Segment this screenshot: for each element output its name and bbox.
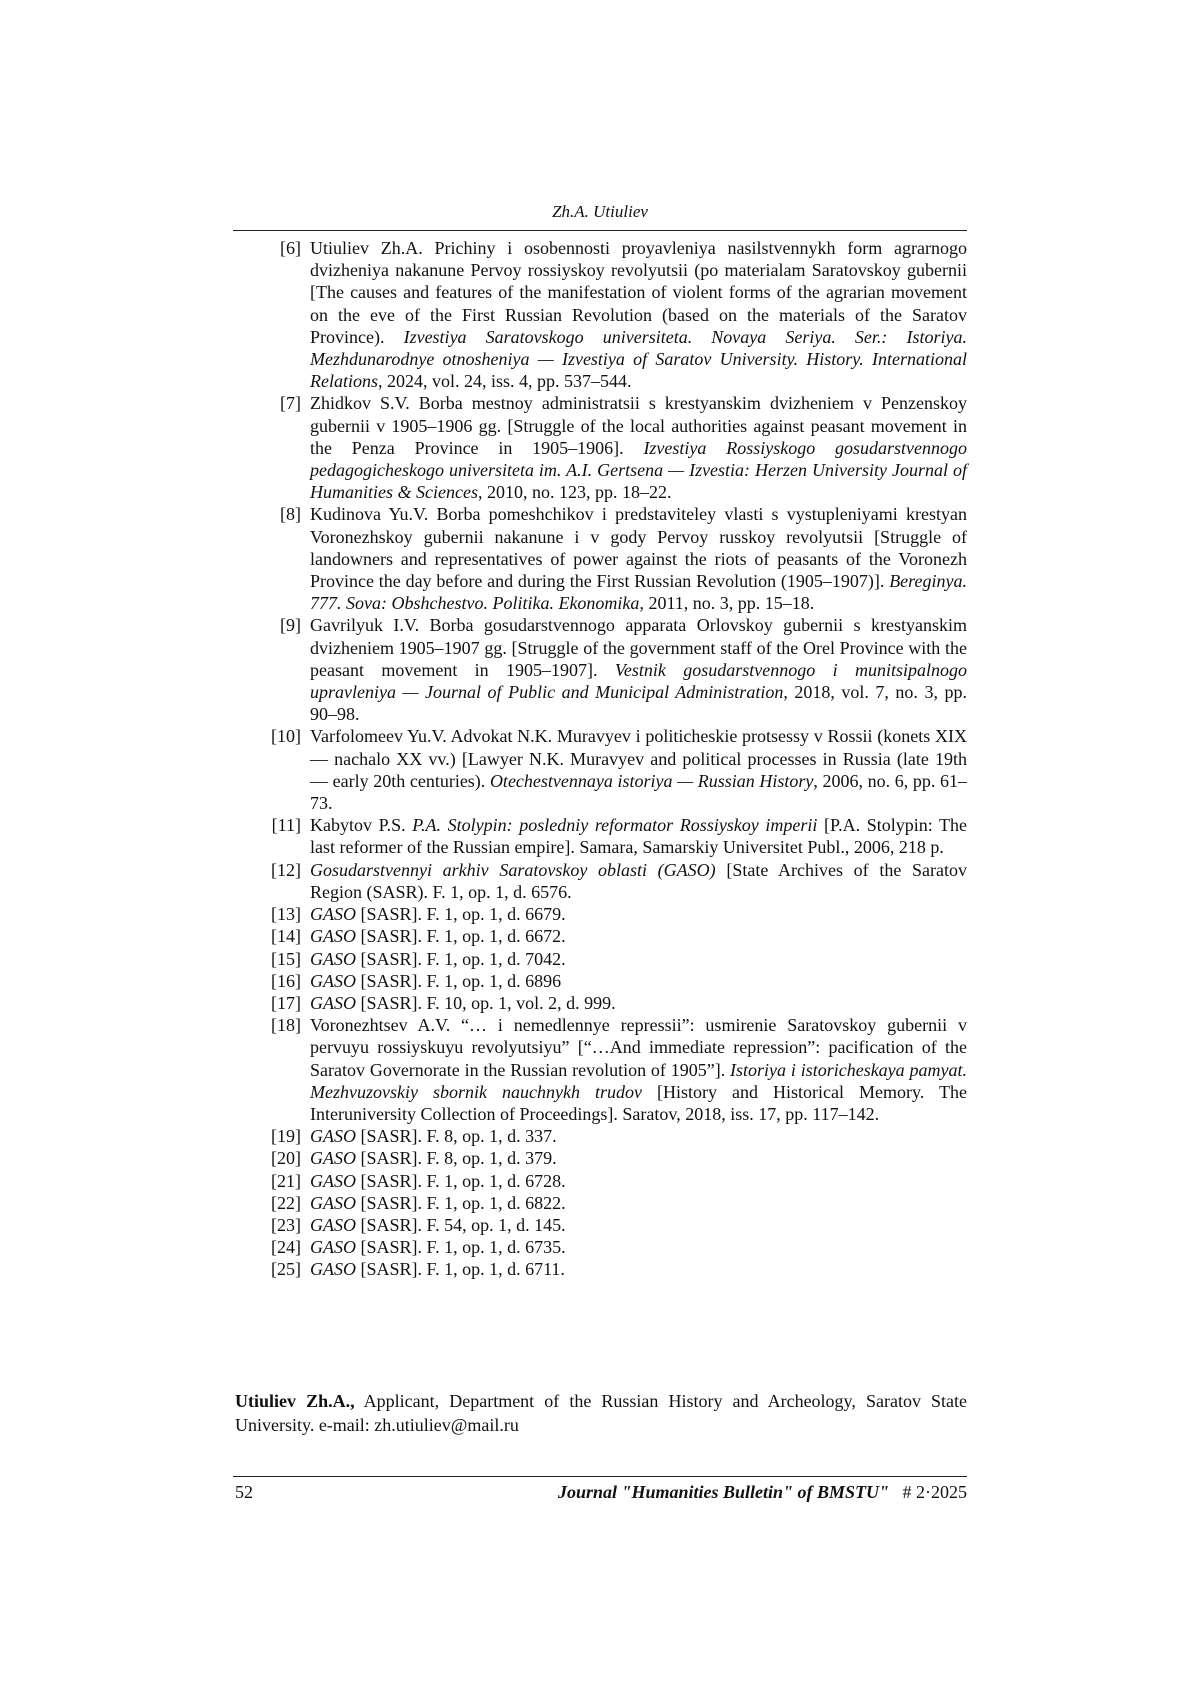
reference-text-segment: , 2011, no. 3, pp. 15–18. (639, 593, 815, 614)
reference-text-segment: [SASR]. F. 1, op. 1, d. 6711. (356, 1259, 565, 1280)
reference-text (310, 392, 967, 503)
reference-text-segment: [State Archives of the Saratov Region (SASR). F. 1, op. 1, d. 6576. (310, 859, 967, 902)
reference-number: [6] (280, 238, 301, 258)
reference-text-segment: [SASR]. F. 1, op. 1, d. 6728. (356, 1170, 566, 1191)
reference-item (233, 1014, 967, 1125)
reference-text (310, 237, 967, 392)
reference-item (233, 1236, 967, 1258)
reference-source-title: GASO (310, 1259, 356, 1280)
reference-text (310, 814, 967, 858)
reference-text-segment: [SASR]. F. 54, op. 1, d. 145. (356, 1214, 566, 1235)
reference-number: [19] (271, 1126, 301, 1147)
reference-text-segment: , 2010, no. 123, pp. 18–22. (477, 482, 672, 503)
reference-number: [9] (280, 615, 301, 636)
reference-text (310, 1014, 967, 1125)
reference-number: [14] (271, 926, 301, 947)
reference-text (310, 1258, 967, 1280)
author-note (235, 1389, 967, 1437)
reference-text-segment: [History and Historical Memory. The Interuniversity Collection of Proceedings]. Saratov, 2018, iss. 17, pp. 117–142. (310, 1081, 967, 1124)
reference-text-segment: [SASR]. F. 1, op. 1, d. 6896 (356, 970, 562, 991)
reference-text-segment: Kudinova Yu.V. Borba pomeshchikov i predstaviteley vlasti s vystupleniyami krestyan Voronezhskoy gubernii nakanune i v gody Pervoy russkoy revolyutsii [Struggle of landowners and representatives of power against the riots of peasants of the Voronezh Province the day before and during the First Russian Revolution (1905–1907)]. (310, 504, 967, 592)
reference-item (233, 948, 967, 970)
reference-source-title: GASO (310, 1148, 356, 1169)
reference-source-title: Vestnik gosudarstvennogo i munitsipalnogo upravleniya — Journal of Public and Municipal Administration (310, 659, 967, 703)
reference-text (310, 948, 967, 970)
reference-item (233, 503, 967, 614)
reference-number: [24] (271, 1237, 301, 1258)
reference-number: [12] (271, 859, 301, 880)
reference-text (310, 1147, 967, 1169)
reference-text-segment: , 2024, vol. 24, iss. 4, pp. 537–544. (378, 371, 632, 392)
reference-text-segment: Zhidkov S.V. Borba mestnoy administratsii s krestyanskim dvizheniem v Penzenskoy gubernii v 1905–1906 gg. [Struggle of the local authorities against peasant movement in the Penza Province in 1905–1906]. (310, 393, 967, 458)
reference-source-title: Izvestiya Rossiyskogo gosudarstvennogo pedagogicheskogo universiteta im. A.I. Gertsena — Izvestia: Herzen University Journal of Humanities & Sciences (310, 437, 967, 503)
reference-source-title: Bereginya. 777. Sova: Obshchestvo. Politika. Ekonomika (310, 571, 967, 614)
reference-number: [20] (271, 1148, 301, 1169)
footer-rule (233, 1476, 967, 1477)
reference-source-title: GASO (310, 1192, 356, 1213)
reference-source-title: GASO (310, 926, 356, 947)
reference-text (310, 992, 967, 1014)
reference-text-segment: Utiuliev Zh.A. Prichiny i osobennosti proyavleniya nasilstvennykh form agrarnogo dvizheniya nakanune Pervoy rossiyskoy revolyutsii (po materialam Saratovskoy gubernii [The causes and features of the manifestation of violent forms of the agrarian movement on the eve of the First Russian Revolution (based on the materials of the Saratov Province). (310, 238, 967, 347)
reference-source-title: P.A. Stolypin: posledniy reformator Rossiyskoy imperii (412, 815, 818, 836)
reference-item (233, 725, 967, 814)
reference-text (310, 1192, 967, 1214)
reference-item (233, 1125, 967, 1147)
reference-source-title: GASO (310, 948, 356, 969)
reference-item (233, 814, 967, 858)
reference-source-title: GASO (310, 1170, 356, 1191)
reference-source-title: Otechestvennaya istoriya — Russian History (489, 770, 814, 791)
header-rule (233, 230, 967, 231)
reference-list (233, 237, 967, 1281)
reference-item (233, 614, 967, 725)
reference-item (233, 1214, 967, 1236)
reference-item (233, 1147, 967, 1169)
reference-text (310, 1170, 967, 1192)
reference-text-segment: [SASR]. F. 1, op. 1, d. 6822. (356, 1192, 566, 1213)
reference-number: [21] (271, 1170, 301, 1191)
journal-title: Journal "Humanities Bulletin" of BMSTU" (557, 1482, 889, 1502)
reference-source-title: Izvestiya Saratovskogo universiteta. Novaya Seriya. Ser.: Istoriya. Mezhdunarodnye otnosheniya — Izvestiya of Saratov University. History. International Relations (310, 326, 968, 392)
reference-text-segment: [SASR]. F. 1, op. 1, d. 6672. (356, 926, 566, 947)
reference-text-segment: [P.A. Stolypin: The last reformer of the Russian empire]. Samara, Samarskiy Universitet Publ., 2006, 218 p. (310, 815, 968, 858)
page-number: 52 (235, 1482, 253, 1502)
reference-text (310, 725, 967, 814)
reference-text (310, 503, 967, 614)
reference-source-title: GASO (310, 1126, 356, 1147)
reference-number: [11] (271, 815, 301, 836)
reference-text-segment: Varfolomeev Yu.V. Advokat N.K. Muravyev i politicheskie protsessy v Rossii (konets XIX — nachalo XX vv.) [Lawyer N.K. Muravyev and political processes in Russia (late 19th — early 20th centuries). (310, 726, 967, 791)
reference-item (233, 925, 967, 947)
reference-number: [7] (280, 393, 301, 414)
reference-number: [23] (271, 1214, 301, 1235)
reference-source-title: Istoriya i istoricheskaya pamyat. Mezhvuzovskiy sbornik nauchnykh trudov (310, 1059, 967, 1102)
author-name: Utiuliev Zh.A., (235, 1391, 355, 1411)
reference-text (310, 614, 967, 725)
reference-text-segment: , 2006, no. 6, pp. 61–73. (310, 770, 968, 814)
reference-text-segment: [SASR]. F. 8, op. 1, d. 337. (356, 1126, 557, 1147)
running-header: Zh.A. Utiuliev (552, 202, 648, 221)
reference-text-segment: [SASR]. F. 1, op. 1, d. 6735. (356, 1237, 566, 1258)
reference-text-segment: Voronezhtsev A.V. “… i nemedlennye repressii”: usmirenie Saratovskoy gubernii v pervuyu rossiyskuyu revolyutsiyu” [“…And immediate repression”: pacification of the Saratov Governorate in the Russian revolution of 1905”]. (310, 1015, 967, 1080)
reference-number: [22] (271, 1192, 301, 1213)
reference-item (233, 1192, 967, 1214)
reference-item (233, 859, 967, 903)
reference-text (310, 903, 967, 925)
reference-number: [13] (271, 904, 301, 925)
reference-source-title: GASO (310, 904, 356, 925)
reference-number: [8] (280, 504, 301, 525)
reference-number: [10] (271, 726, 301, 747)
author-affiliation: Applicant, Department of the Russian History and Archeology, Saratov State University. e-mail: zh.utiuliev@mail.ru (235, 1391, 968, 1435)
reference-text (310, 970, 967, 992)
reference-text-segment: [SASR]. F. 1, op. 1, d. 7042. (356, 948, 566, 969)
reference-source-title: GASO (310, 1214, 356, 1235)
reference-source-title: GASO (310, 970, 356, 991)
reference-source-title: GASO (310, 992, 356, 1013)
reference-text-segment: , 2018, vol. 7, no. 3, pp. 90–98. (310, 682, 967, 725)
reference-item (233, 237, 967, 392)
reference-text-segment: Kabytov P.S. (310, 815, 413, 836)
reference-item (233, 992, 967, 1014)
reference-number: [18] (271, 1015, 301, 1036)
reference-text (310, 1214, 967, 1236)
reference-item (233, 1258, 967, 1280)
issue-number: # 2·2025 (902, 1482, 967, 1502)
reference-source-title: GASO (310, 1237, 356, 1258)
reference-item (233, 1170, 967, 1192)
reference-text-segment: [SASR]. F. 10, op. 1, vol. 2, d. 999. (356, 992, 616, 1013)
reference-number: [25] (271, 1259, 301, 1280)
reference-item (233, 903, 967, 925)
reference-text (310, 1125, 967, 1147)
reference-source-title: Gosudarstvennyi arkhiv Saratovskoy oblasti (GASO) (310, 859, 716, 880)
reference-text (310, 859, 967, 903)
journal-info (558, 1480, 967, 1504)
reference-number: [16] (271, 970, 301, 991)
reference-text-segment: [SASR]. F. 1, op. 1, d. 6679. (356, 904, 566, 925)
reference-text-segment: [SASR]. F. 8, op. 1, d. 379. (356, 1148, 557, 1169)
reference-text (310, 925, 967, 947)
reference-item (233, 392, 967, 503)
reference-text (310, 1236, 967, 1258)
reference-text-segment: Gavrilyuk I.V. Borba gosudarstvennogo apparata Orlovskoy gubernii s krestyanskim dvizheniem 1905–1907 gg. [Struggle of the government staff of the Orel Province with the peasant movement in 1905–1907]. (310, 615, 967, 680)
reference-item (233, 970, 967, 992)
reference-number: [15] (271, 948, 301, 969)
reference-number: [17] (271, 992, 301, 1013)
